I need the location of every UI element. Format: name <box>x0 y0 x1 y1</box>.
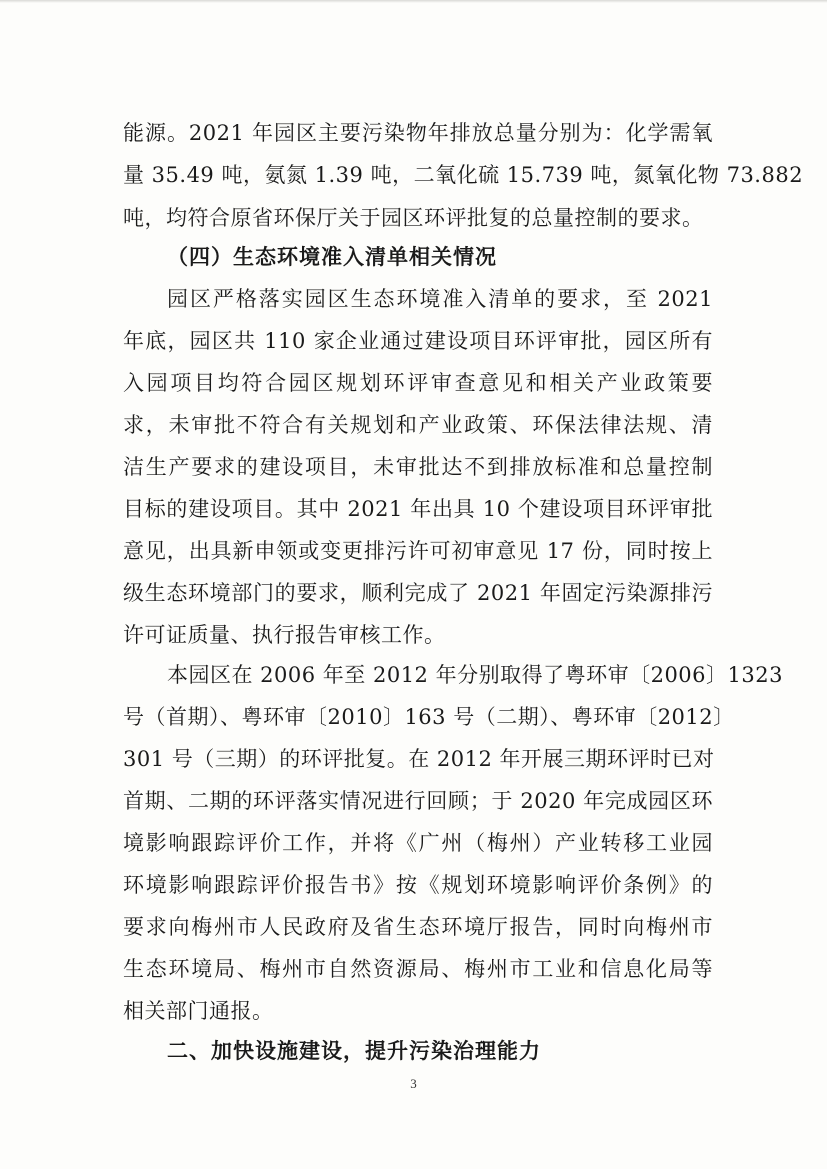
text-line: 吨，均符合原省环保厅关于园区环评批复的总量控制的要求。 <box>123 206 704 230</box>
text-line: 年底，园区共 110 家企业通过建设项目环评审批，园区所有 <box>123 329 713 353</box>
text-line: 入园项目均符合园区规划环评审查意见和相关产业政策要 <box>123 371 713 395</box>
scan-edge <box>0 0 827 3</box>
text-line: 能源。2021 年园区主要污染物年排放总量分别为：化学需氧 <box>123 121 713 145</box>
text-line: 量 35.49 吨，氨氮 1.39 吨，二氧化硫 15.739 吨，氮氧化物 73.882 <box>123 163 804 187</box>
chapter-heading: 二、加快设施建设，提升污染治理能力 <box>167 1039 541 1063</box>
text-line: 意见，出具新申领或变更排污许可初审意见 17 份，同时按上 <box>123 539 713 563</box>
text-line: 号（首期）、粤环审〔2010〕163 号（二期）、粤环审〔2012〕 <box>123 705 735 729</box>
page-number: 3 <box>410 1076 417 1091</box>
text-line: 本园区在 2006 年至 2012 年分别取得了粤环审〔2006〕1323 <box>167 663 783 687</box>
text-line: 相关部门通报。 <box>123 999 274 1023</box>
text-line: 境影响跟踪评价工作，并将《广州（梅州）产业转移工业园 <box>123 831 713 855</box>
text-line: 洁生产要求的建设项目，未审批达不到排放标准和总量控制 <box>123 455 713 479</box>
text-line: 园区严格落实园区生态环境准入清单的要求，至 2021 <box>167 287 713 311</box>
text-line: 级生态环境部门的要求，顺利完成了 2021 年固定污染源排污 <box>123 581 713 605</box>
text-line: 要求向梅州市人民政府及省生态环境厅报告，同时向梅州市 <box>123 915 713 939</box>
text-line: 环境影响跟踪评价报告书》按《规划环境影响评价条例》的 <box>123 873 713 897</box>
text-line: 目标的建设项目。其中 2021 年出具 10 个建设项目环评审批 <box>123 497 713 521</box>
text-line: 301 号（三期）的环评批复。在 2012 年开展三期环评时已对 <box>123 747 715 771</box>
section-heading: （四）生态环境准入清单相关情况 <box>167 245 497 269</box>
text-line: 求，未审批不符合有关规划和产业政策、环保法律法规、清 <box>123 413 713 437</box>
text-line: 首期、二期的环评落实情况进行回顾；于 2020 年完成园区环 <box>123 789 713 813</box>
text-line: 许可证质量、执行报告审核工作。 <box>123 623 446 647</box>
text-line: 生态环境局、梅州市自然资源局、梅州市工业和信息化局等 <box>123 957 713 981</box>
